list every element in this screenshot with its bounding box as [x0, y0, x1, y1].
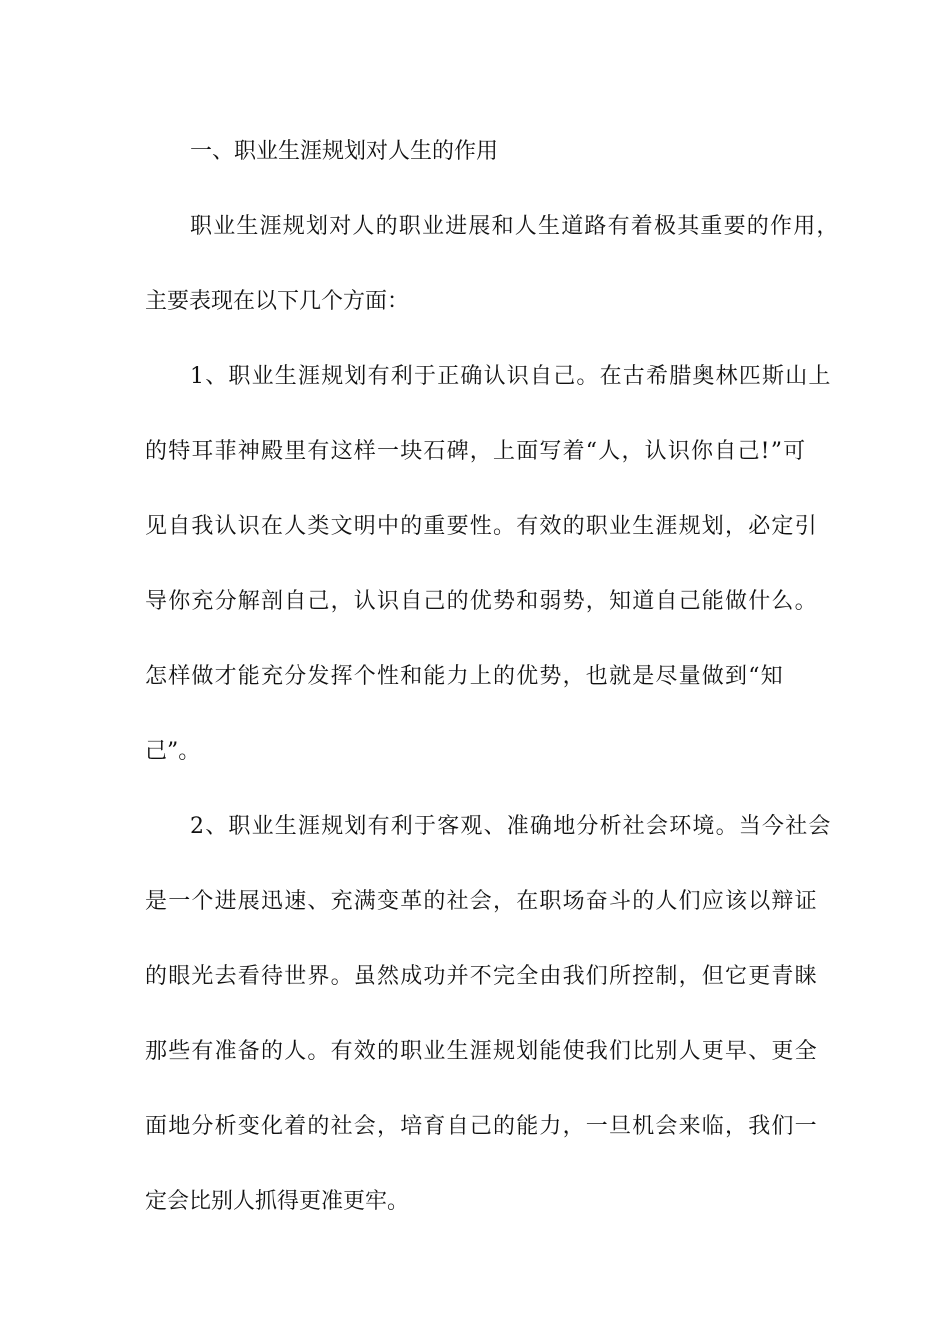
- point1-line-6: 己”。: [145, 739, 201, 764]
- point2-line-1: 2、职业生涯规划有利于客观、准确地分析社会环境。当今社会: [190, 814, 832, 839]
- point1-line-5: 怎样做才能充分发挥个性和能力上的优势，也就是尽量做到“知: [145, 664, 784, 689]
- intro-line-1: 职业生涯规划对人的职业进展和人生道路有着极其重要的作用，: [190, 214, 840, 239]
- point1-line-3: 见自我认识在人类文明中的重要性。有效的职业生涯规划，必定引: [145, 514, 818, 539]
- point1-line-4: 导你充分解剖自己，认识自己的优势和弱势，知道自己能做什么。: [145, 589, 818, 614]
- point2-line-3: 的眼光去看待世界。虽然成功并不完全由我们所控制，但它更青睐: [145, 964, 818, 989]
- point2-line-2: 是一个进展迅速、充满变革的社会，在职场奋斗的人们应该以辩证: [145, 889, 818, 914]
- point1-line-2: 的特耳菲神殿里有这样一块石碑，上面写着“人，认识你自己!”可: [145, 439, 807, 464]
- intro-line-2: 主要表现在以下几个方面：: [145, 289, 410, 314]
- point1-line-1: 1、职业生涯规划有利于正确认识自己。在古希腊奥林匹斯山上: [190, 364, 832, 389]
- point2-line-4: 那些有准备的人。有效的职业生涯规划能使我们比别人更早、更全: [145, 1039, 818, 1064]
- point2-line-6: 定会比别人抓得更准更牢。: [145, 1189, 410, 1214]
- section-heading: 一、职业生涯规划对人生的作用: [190, 139, 499, 164]
- point2-line-5: 面地分析变化着的社会，培育自己的能力，一旦机会来临，我们一: [145, 1114, 818, 1139]
